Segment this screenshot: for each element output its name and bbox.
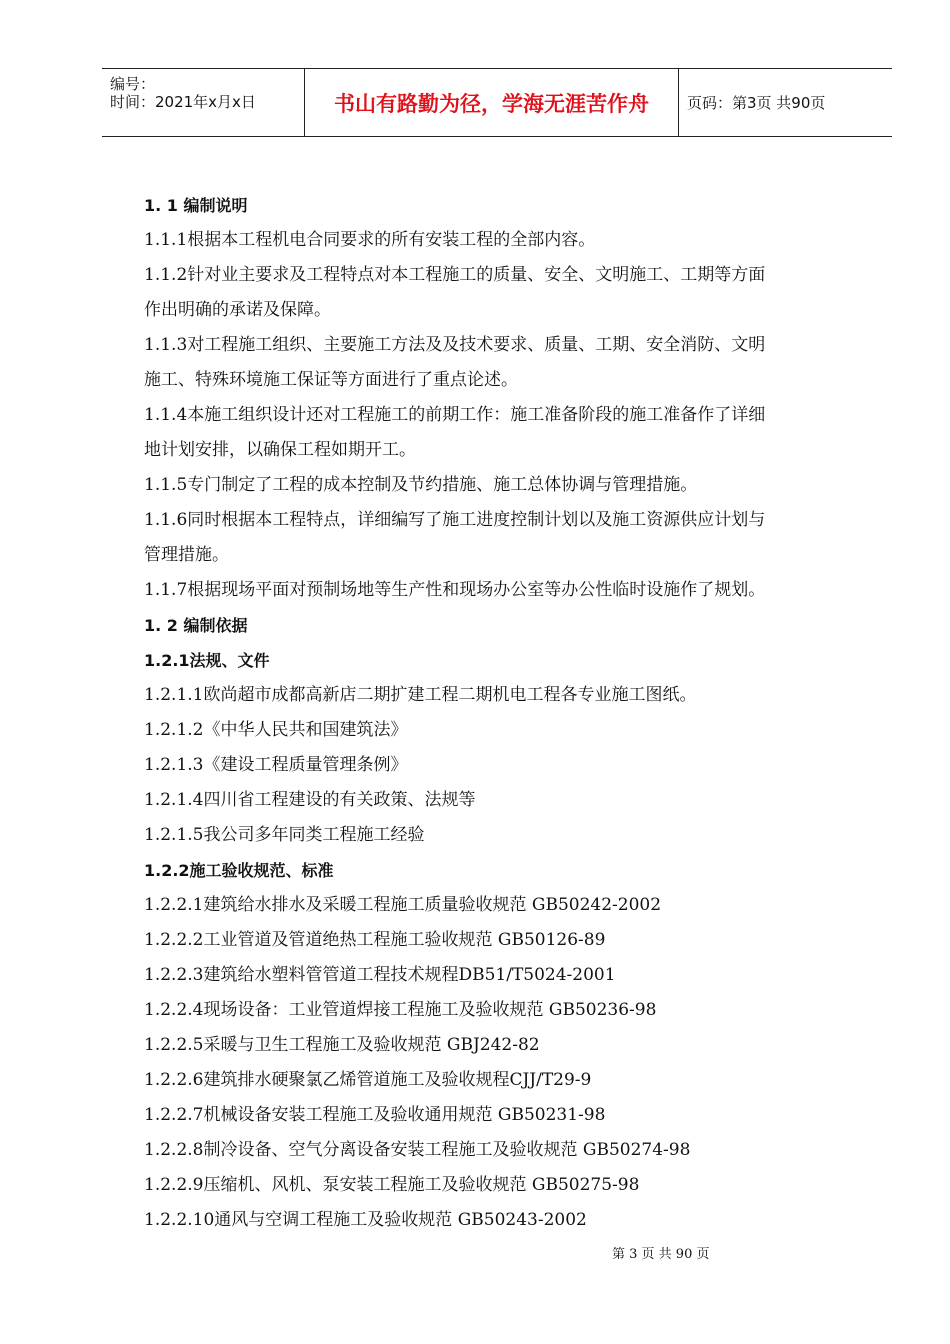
paragraph-line: 1.1.7根据现场平面对预制场地等生产性和现场办公室等办公性临时设施作了规划。 — [144, 580, 766, 600]
paragraph-line: 1.2.2.7机械设备安装工程施工及验收通用规范 GB50231-98 — [144, 1105, 606, 1125]
paragraph-line: 1.1.1根据本工程机电合同要求的所有安装工程的全部内容。 — [144, 230, 596, 250]
paragraph-line: 1.2.1.2《中华人民共和国建筑法》 — [144, 720, 408, 740]
section-heading: 1.2.1法规、文件 — [144, 651, 270, 670]
paragraph-line: 1.1.2针对业主要求及工程特点对本工程施工的质量、安全、文明施工、工期等方面 — [144, 265, 766, 285]
document-body — [144, 188, 854, 1238]
paragraph-line: 1.2.2.5采暖与卫生工程施工及验收规范 GBJ242-82 — [144, 1035, 540, 1055]
page-header — [102, 68, 892, 137]
paragraph-line: 地计划安排，以确保工程如期开工。 — [144, 440, 416, 460]
paragraph-line: 1.2.1.4四川省工程建设的有关政策、法规等 — [144, 790, 476, 810]
paragraph-line: 1.2.2.10通风与空调工程施工及验收规范 GB50243-2002 — [144, 1210, 587, 1230]
paragraph-line: 1.2.1.1欧尚超市成都高新店二期扩建工程二期机电工程各专业施工图纸。 — [144, 685, 697, 705]
paragraph-line: 1.2.2.2工业管道及管道绝热工程施工验收规范 GB50126-89 — [144, 930, 606, 950]
footer-page-number: 第 3 页 共 90 页 — [612, 1247, 710, 1262]
section-heading: 1. 2 编制依据 — [144, 616, 248, 635]
paragraph-line: 1.1.5专门制定了工程的成本控制及节约措施、施工总体协调与管理措施。 — [144, 475, 698, 495]
paragraph-line: 1.2.2.1建筑给水排水及采暖工程施工质量验收规范 GB50242-2002 — [144, 895, 662, 915]
header-motto: 书山有路勤为径，学海无涯苦作舟 — [305, 69, 679, 136]
paragraph-line: 1.2.2.9压缩机、风机、泵安装工程施工及验收规范 GB50275-98 — [144, 1175, 640, 1195]
paragraph-line: 管理措施。 — [144, 545, 229, 565]
paragraph-line: 1.1.4本施工组织设计还对工程施工的前期工作：施工准备阶段的施工准备作了详细 — [144, 405, 766, 425]
paragraph-line: 1.2.2.6建筑排水硬聚氯乙烯管道施工及验收规程CJJ/T29-9 — [144, 1070, 592, 1090]
paragraph-line: 作出明确的承诺及保障。 — [144, 300, 331, 320]
section-heading: 1. 1 编制说明 — [144, 196, 248, 215]
number-label: 编号： — [110, 75, 156, 93]
header-page-info: 页码：第3页 共90页 — [687, 94, 826, 112]
paragraph-line: 1.2.1.3《建设工程质量管理条例》 — [144, 755, 408, 775]
paragraph-line: 1.2.2.3建筑给水塑料管管道工程技术规程DB51/T5024-2001 — [144, 965, 616, 985]
paragraph-line: 施工、特殊环境施工保证等方面进行了重点论述。 — [144, 370, 518, 390]
section-heading: 1.2.2施工验收规范、标准 — [144, 861, 334, 880]
paragraph-line: 1.2.2.8制冷设备、空气分离设备安装工程施工及验收规范 GB50274-98 — [144, 1140, 691, 1160]
paragraph-line: 1.1.6同时根据本工程特点，详细编写了施工进度控制计划以及施工资源供应计划与 — [144, 510, 766, 530]
paragraph-line: 1.2.2.4现场设备：工业管道焊接工程施工及验收规范 GB50236-98 — [144, 1000, 657, 1020]
time-label: 时间：2021年x月x日 — [110, 93, 256, 111]
paragraph-line: 1.1.3对工程施工组织、主要施工方法及及技术要求、质量、工期、安全消防、文明 — [144, 335, 766, 355]
header-meta — [102, 69, 305, 136]
paragraph-line: 1.2.1.5我公司多年同类工程施工经验 — [144, 825, 425, 845]
